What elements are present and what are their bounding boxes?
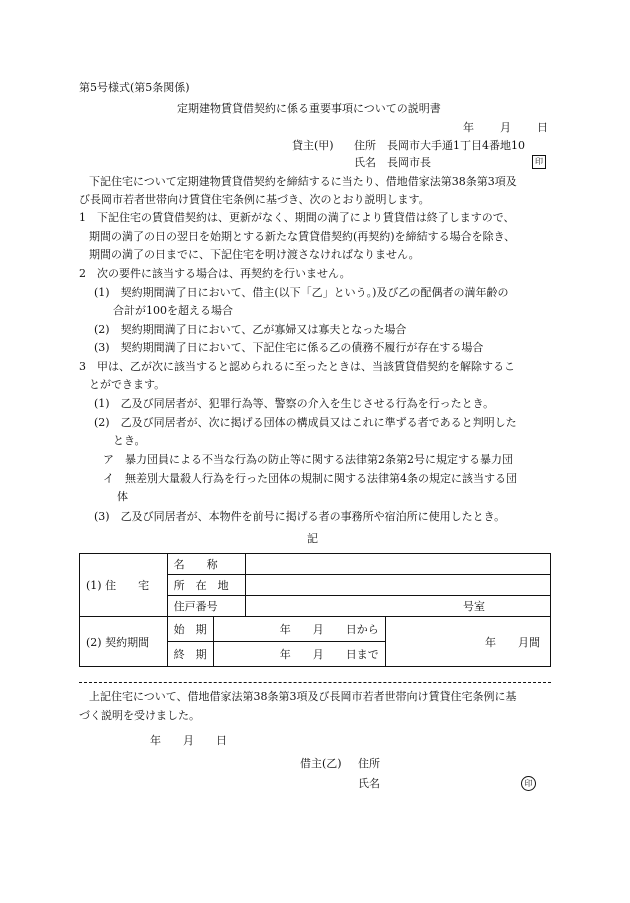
form-number: 第5号様式(第5条関係)	[79, 81, 190, 94]
clause3-sub-i-cont: 体	[117, 490, 128, 503]
unit-value: 号室	[245, 596, 550, 617]
landlord-role: 貸主(甲)	[292, 139, 334, 152]
landlord-name: 長岡市長	[387, 156, 431, 169]
date-year: 年	[463, 121, 474, 134]
period-label-no: (2)	[86, 635, 102, 649]
sign-date: 年 月 日	[150, 734, 227, 747]
record-table	[79, 553, 551, 667]
start-value: 年 月 日から	[213, 617, 385, 642]
name-value	[245, 554, 550, 575]
landlord-address-label: 住所	[354, 139, 376, 152]
document-title: 定期建物賃貸借契約に係る重要事項についての説明書	[177, 102, 441, 115]
clause1-line-1: 1 下記住宅の賃貸借契約は、更新がなく、期間の満了により賃貸借は終了しますので、	[79, 211, 515, 224]
tenant-address-label: 住所	[358, 757, 380, 770]
tenant-role: 借主(乙)	[300, 757, 342, 770]
location-label: 所 在 地	[167, 575, 245, 596]
acknowledge-line-1: 上記住宅について、借地借家法第38条第3項及び長岡市若者世帯向け賃貸住宅条例に基	[89, 690, 517, 703]
clause3-sub-i: イ 無差別大量殺人行為を行った団体の規制に関する法律第4条の規定に該当する団	[103, 472, 517, 485]
clause2-head: 2 次の要件に該当する場合は、再契約を行いません。	[79, 267, 351, 280]
cut-line	[79, 682, 551, 683]
unit-label: 住戸番号	[167, 596, 245, 617]
clause3-head-2: とができます。	[89, 378, 166, 391]
housing-label-no: (1)	[86, 579, 102, 592]
clause3-sub-a: ア 暴力団員による不当な行為の防止等に関する法律第2条第2号に規定する暴力団	[103, 453, 513, 466]
clause3-item-2-cont: とき。	[113, 434, 146, 447]
end-label: 終 期	[167, 642, 213, 667]
housing-label-cell	[80, 554, 168, 617]
clause1-line-3: 期間の満了の日までに、下記住宅を明け渡さなければなりません。	[89, 248, 420, 261]
acknowledge-line-2: づく説明を受けました。	[79, 709, 200, 722]
clause1-line-2: 期間の満了の日の翌日を始期とする新たな賃貸借契約(再契約)を締結する場合を除き、	[89, 230, 516, 243]
clause2-item-3: (3) 契約期間満了日において、下記住宅に係る乙の債務不履行が存在する場合	[94, 341, 484, 354]
landlord-seal: 印	[532, 155, 546, 169]
period-label-cell	[80, 617, 168, 667]
clause2-item-2: (2) 契約期間満了日において、乙が寡婦又は寡夫となった場合	[94, 323, 407, 336]
clause2-item-1-cont: 合計が100を超える場合	[113, 304, 233, 317]
clause3-item-1: (1) 乙及び同居者が、犯罪行為等、警察の介入を生じさせる行為を行ったとき。	[94, 397, 495, 410]
location-value	[245, 575, 550, 596]
tenant-name-label: 氏名	[358, 777, 380, 790]
record-title: 記	[307, 532, 318, 545]
date-day: 日	[537, 121, 548, 134]
housing-label: 住 宅	[105, 579, 150, 592]
name-label: 名 称	[167, 554, 245, 575]
tenant-seal: 印	[521, 776, 536, 791]
clause2-item-1: (1) 契約期間満了日において、借主(以下「乙」という。)及び乙の配偶者の満年齢の	[94, 286, 509, 299]
period-label: 契約期間	[105, 635, 150, 649]
landlord-address: 長岡市大手通1丁目4番地10	[387, 139, 525, 152]
clause3-item-2: (2) 乙及び同居者が、次に掲げる団体の構成員又はこれに準ずる者であると判明した	[94, 416, 517, 429]
date-month: 月	[500, 121, 511, 134]
clause3-head-1: 3 甲は、乙が次に該当すると認められるに至ったときは、当該賃貸借契約を解除するこ	[79, 360, 515, 373]
end-value: 年 月 日まで	[213, 642, 385, 667]
intro-line-1: 下記住宅について定期建物賃貸借契約を締結するに当たり、借地借家法第38条第3項及	[89, 175, 517, 188]
total-period-value: 年 月間	[385, 617, 550, 667]
intro-line-2: び長岡市若者世帯向け賃貸住宅条例に基づき、次のとおり説明します。	[79, 193, 430, 206]
landlord-name-label: 氏名	[354, 156, 376, 169]
start-label: 始 期	[167, 617, 213, 642]
clause3-item-3: (3) 乙及び同居者が、本物件を前号に掲げる者の事務所や宿泊所に使用したとき。	[94, 510, 506, 523]
